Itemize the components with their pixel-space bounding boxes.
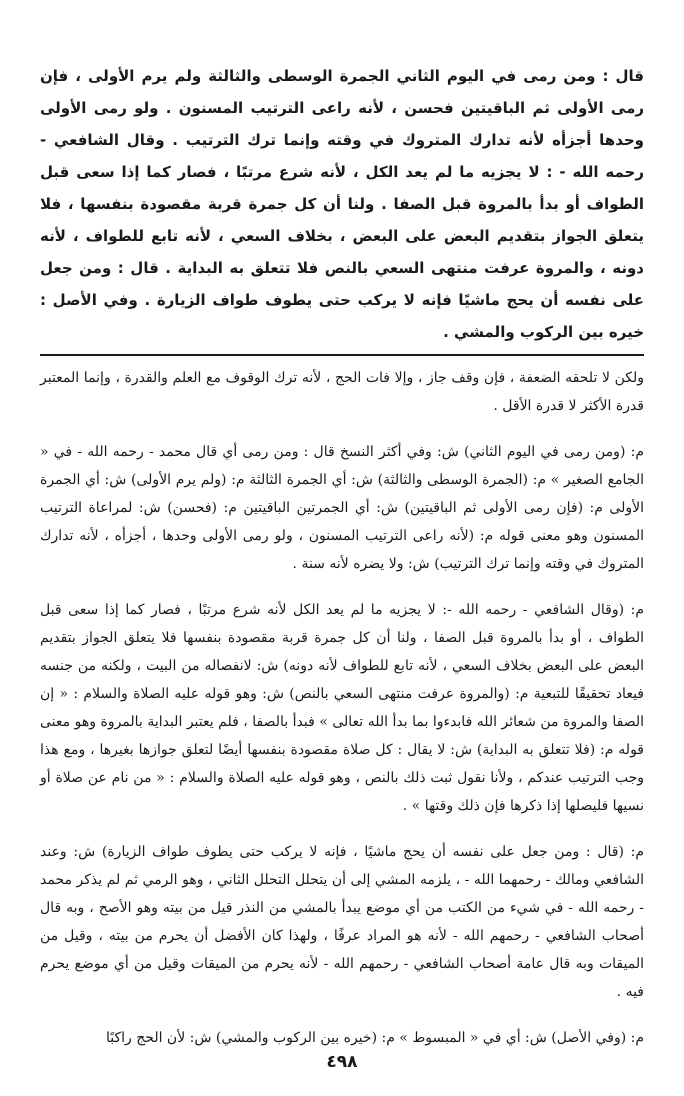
separator-rule: [40, 354, 644, 356]
page-body: [40, 60, 644, 1070]
commentary-paragraph: م: (وقال الشافعي - رحمه الله -: لا يجزيه ما لم يعد الكل لأنه شرع مرتبًا ، فصار كما إذا سعى قبل الطواف ، أو بدأ بالمروة قبل الصفا ، ولنا أن كل جمرة قربة مقصودة بنفسها فلا يتعلق الجواز بتقديم البعض على البعض بخلاف السعي ، لأنه تابع للطواف لأنه دونه) ش: لانفصاله من البيت ، ولكنه من جنسه فيعاد تحقيقًا للتبعية م: (والمروة عرفت منتهى السعي بالنص) ش: وهو قوله عليه الصلاة والسلام : « إن الصفا والمروة من شعائر الله فابدءوا بما بدأ الله تعالى » فبدأ بالصفا ، فلم يعتبر البداية بالمروة وهو معنى قوله م: (فلا تتعلق به البداية) ش: لا يقال : كل صلاة مقصودة بنفسها أيضًا لتعلق جوازها بغيرها ، ومع هذا وجب الترتيب عندكم ، ولأنا نقول ثبت ذلك بالنص ، وهو قوله عليه الصلاة والسلام : « من نام عن صلاة أو نسيها فليصلها إذا ذكرها فإن ذلك وقتها » .: [40, 602, 644, 814]
matn-text: قال : ومن رمى في اليوم الثاني الجمرة الوسطى والثالثة ولم يرم الأولى ، فإن رمى الأولى ثم الباقيتين فحسن ، لأنه راعى الترتيب المسنون . ولو رمى الأولى وحدها أجزأه لأنه تدارك المتروك في وقته وإنما ترك الترتيب . وقال الشافعي - رحمه الله - : لا يجزيه ما لم يعد الكل ، لأنه شرع مرتبًا ، فصار كما إذا سعى قبل الطواف أو بدأ بالمروة قبل الصفا . ولنا أن كل جمرة قربة مقصودة بنفسها ، فلا يتعلق الجواز بتقديم البعض على البعض ، بخلاف السعي ، لأنه تابع للطواف ، لأنه دونه ، والمروة عرفت منتهى السعي بالنص فلا تتعلق به البداية . قال : ومن جعل على نفسه أن يحج ماشيًا فإنه لا يركب حتى يطوف طواف الزيارة . وفي الأصل : خيره بين الركوب والمشي .: [40, 67, 644, 341]
commentary-paragraph: م: (ومن رمى في اليوم الثاني) ش: وفي أكثر النسخ قال : ومن رمى أي قال محمد - رحمه الله - في « الجامع الصغير » م: (الجمرة الوسطى والثالثة) ش: أي الجمرة الثالثة م: (ولم يرم الأولى) ش: أي الجمرة الأولى م: (فإن رمى الأولى ثم الباقيتين) ش: أي الجمرتين الباقيتين م: (فحسن) ش: لمراعاة الترتيب المسنون وهو معنى قوله م: (لأنه راعى الترتيب المسنون ، ولو رمى الأولى وحدها ، أجزأه ، لأنه تدارك المتروك في وقته وإنما ترك الترتيب) ش: ولا يضره لأنه سنة .: [40, 444, 644, 572]
commentary: [40, 364, 644, 1052]
page-number: ٤٩٨: [326, 1052, 358, 1072]
commentary-paragraph: م: (قال : ومن جعل على نفسه أن يحج ماشيًا ، فإنه لا يركب حتى يطوف طواف الزيارة) ش: وعند الشافعي ومالك - رحمهما الله - ، يلزمه المشي إلى أن يتحلل التحلل الثاني ، وهو الرمي ثم لم يذكر محمد - رحمه الله - في شيء من الكتب من أي موضع يبدأ بالمشي من النذر قيل من بيته وهو الأصح ، وبه قال أصحاب الشافعي - رحمهم الله - لأنه هو المراد عرفًا ، ولهذا كان الأفضل أن يحرم من بيته ، وقيل من الميقات وبه قال عامة أصحاب الشافعي - رحمهم الله - لأنه يحرم من الميقات وقيل من أي موضع يحرم فيه .: [40, 844, 644, 1000]
commentary-paragraph: م: (وفي الأصل) ش: أي في « المبسوط » م: (خيره بين الركوب والمشي) ش: لأن الحج راكبًا: [106, 1030, 644, 1046]
commentary-paragraph: ولكن لا تلحقه الضعفة ، فإن وقف جاز ، وإلا فات الحج ، لأنه ترك الوقوف مع العلم والقدرة ، وإنما المعتبر قدرة الأكثر لا قدرة الأقل .: [40, 370, 644, 414]
